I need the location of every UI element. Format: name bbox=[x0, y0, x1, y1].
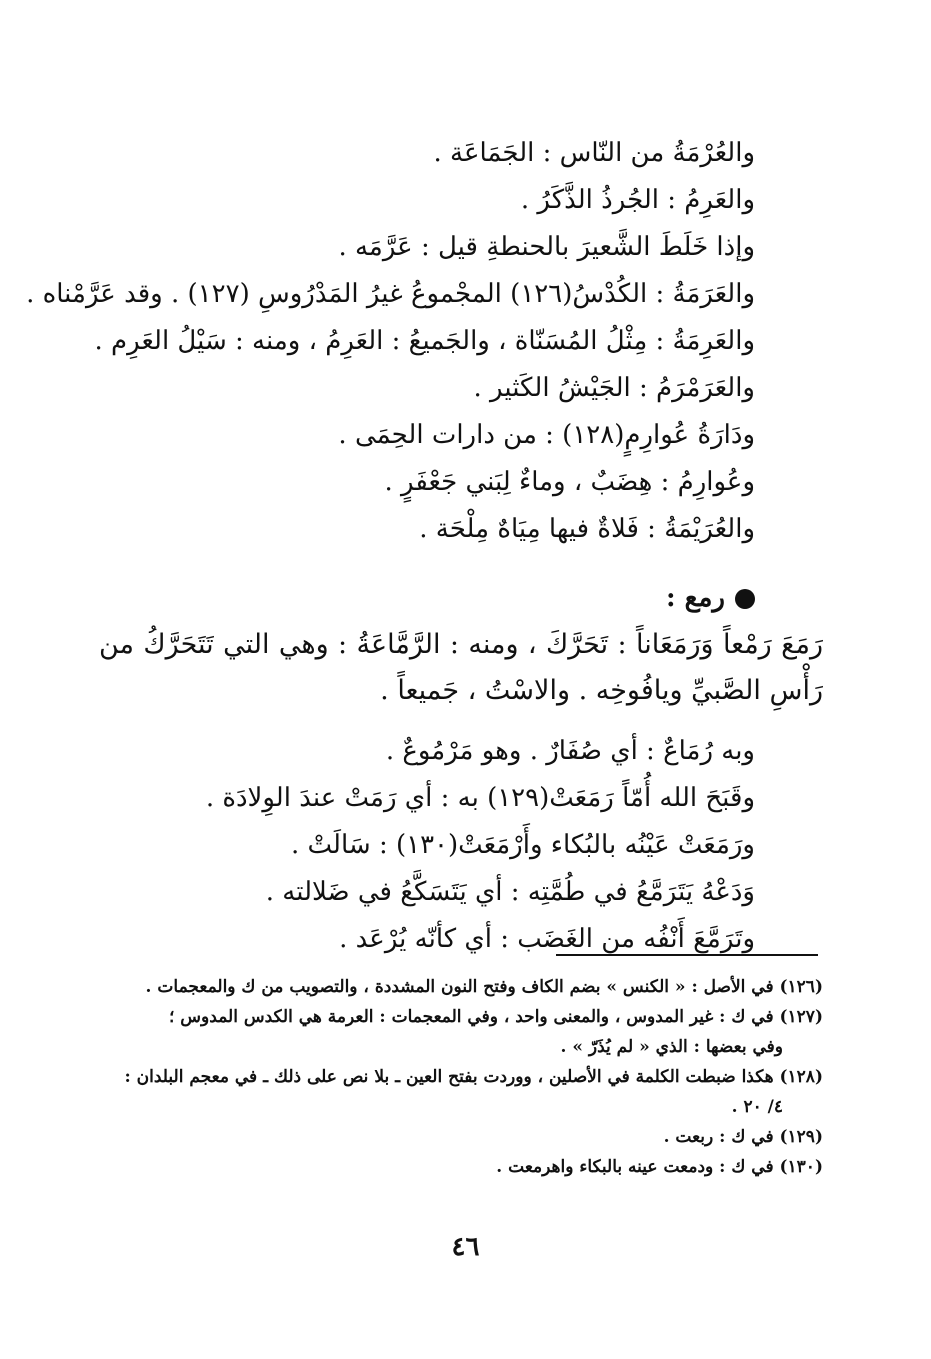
page-number: ٤٦ bbox=[451, 1232, 480, 1262]
bullet-icon bbox=[735, 589, 755, 609]
footnote bbox=[103, 972, 823, 1002]
entry-line: والعَرِمُ : الجُرذُ الذَّكَرُ . bbox=[520, 185, 755, 215]
entry-line: والعَرَمْرَمُ : الجَيْشُ الكَثير . bbox=[473, 373, 755, 403]
root-heading bbox=[95, 575, 755, 622]
main-text bbox=[26, 130, 823, 963]
footnote bbox=[103, 1122, 823, 1152]
footnote bbox=[103, 1002, 823, 1062]
footnote-text: (١٣٠) في ك : ودمعت عينه بالبكاء واهرمعت . bbox=[496, 1157, 823, 1177]
entry-line: والعُرْمَةُ من النّاس : الجَمَاعَة . bbox=[433, 138, 755, 168]
footnote-text: (١٢٩) في ك : ربعت . bbox=[663, 1127, 823, 1147]
footnote-text: (١٢٧) في ك : غير المدوس ، والمعنى واحد ، وفي المعجمات : العرمة هي الكدس المدوس ؛ bbox=[168, 1007, 823, 1027]
footnote-text: (١٢٨) هكذا ضبطت الكلمة في الأصلين ، ووردت بفتح العين ـ بلا نص على ذلك ـ في معجم البلدان : bbox=[124, 1067, 823, 1087]
footnote bbox=[103, 1152, 823, 1182]
root-intro-paragraph: رَمَعَ رَمْعاً وَرَمَعَاناً : تَحَرَّكَ ، ومنه : الرَّمَّاعَةُ : وهي التي تَتَحَرَّكُ من رَأْسِ الصَّبيِّ ويافُوخِه . والاسْتُ ، جَميعاً . bbox=[99, 629, 823, 706]
root-section bbox=[95, 575, 823, 963]
root-heading-text: رمع : bbox=[666, 583, 725, 613]
entry-line: ودَارَةُ عُوارِمٍ(١٢٨) : من دارات الحِمَى . bbox=[338, 420, 755, 450]
entry-line: وعُوارِمُ : هِضَبٌ ، وماءٌ لِبَني جَعْفَرٍ . bbox=[384, 467, 755, 497]
entry-line: والعَرِمَةُ : مِثْلُ المُسَنّاة ، والجَميعُ : العَرِمُ ، ومنه : سَيْلُ العَرِم . bbox=[94, 326, 755, 356]
footnotes bbox=[103, 972, 823, 1182]
footnote-continuation: وفي بعضها : الذي « لم يُذَرّ » . bbox=[560, 1037, 783, 1057]
entry-line: وَدَعْهُ يَتَرَمَّعُ في طُمَّتِه : أي يَتَسَكَّعُ في ضَلالته . bbox=[265, 877, 755, 907]
entry-line: ورَمَعَتْ عَيْنُه بالبُكاء وأَرْمَعَتْ(١٣٠) : سَالَتْ . bbox=[291, 830, 755, 860]
entry-line: وتَرَمَّعَ أَنْفُه من الغَضَب : أي كأنّه يُرْعَد . bbox=[339, 924, 755, 954]
root-lines bbox=[95, 728, 755, 963]
entry-line: وقَبَحَ الله أُمّاً رَمَعَتْ(١٢٩) به : أي رَمَتْ عندَ الوِلادَة . bbox=[205, 783, 755, 813]
footnote-divider bbox=[556, 954, 818, 956]
entry-line: وبه رُمَاعٌ : أي صُفَارٌ . وهو مَرْمُوعٌ . bbox=[385, 736, 755, 766]
entry-line: وإذا خَلَطَ الشَّعيرَ بالحنطةِ قيل : عَرَّمَه . bbox=[338, 232, 755, 262]
footnote-text: (١٢٦) في الأصل : « الكنس » بضم الكاف وفتح النون المشددة ، والتصويب من ك والمعجمات . bbox=[145, 977, 823, 997]
entry-line: والعُرَيْمَةُ : فَلاةٌ فيها مِيَاهٌ مِلْحَة . bbox=[419, 514, 755, 544]
footnote-continuation: ٤/ ٢٠ . bbox=[731, 1097, 783, 1117]
footnote bbox=[103, 1062, 823, 1122]
entry-line: والعَرَمَةُ : الكُدْسُ(١٢٦) المجْموعُ غيرُ المَدْرُوسِ (١٢٧) . وقد عَرَّمْناه . bbox=[26, 279, 755, 309]
